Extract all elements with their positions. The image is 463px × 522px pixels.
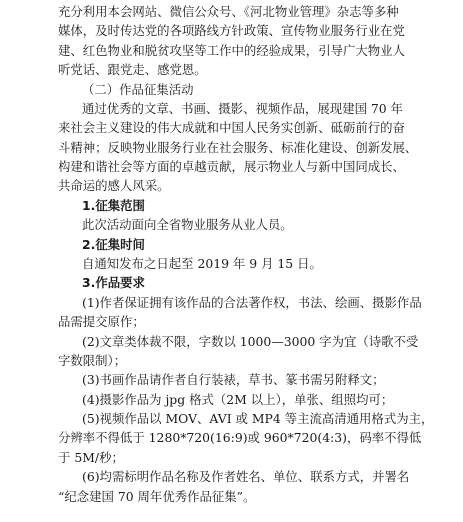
- requirement-line-3: (2)文章类体裁不限，字数以 1000—3000 字为宜（诗歌不受: [82, 333, 419, 349]
- paragraph-2-line-1: 通过优秀的文章、书画、摄影、视频作品，展现建国 70 年: [82, 100, 404, 116]
- requirement-line-7: (5)视频作品以 MOV、AVI 或 MP4 等主流高清通用格式为主，: [82, 411, 434, 427]
- paragraph-1-line-3: 建、红色物业和脱贫攻坚等工作中的经验成果，引导广大物业人: [58, 42, 405, 58]
- item-3-heading: 3.作品要求: [82, 275, 145, 291]
- paragraph-2-line-5: 共命运的感人风采。: [58, 178, 170, 194]
- requirement-line-2: 品需提交原作；: [58, 314, 145, 330]
- item-2-text: 自通知发布之日起至 2019 年 9 月 15 日。: [82, 256, 322, 271]
- requirement-line-6: (4)摄影作品为 jpg 格式（2M 以上），单张、组照均可；: [82, 391, 394, 407]
- paragraph-1-line-2: 媒体，及时传达党的各项路线方针政策、宣传物业服务行业在党: [58, 23, 405, 39]
- paragraph-1-line-4: 听党话、跟党走、感党恩。: [58, 62, 207, 78]
- requirement-line-5: (3)书画作品请作者自行装裱，草书、篆书需另附释文；: [82, 372, 385, 388]
- item-1-heading: 1.征集范围: [82, 197, 145, 213]
- requirement-line-10: (6)均需标明作品名称及作者姓名、单位、联系方式，并署名: [82, 469, 410, 485]
- requirement-line-1: (1)作者保证拥有该作品的合法著作权，书法、绘画、摄影作品: [82, 294, 422, 310]
- item-2-heading: 2.征集时间: [82, 236, 145, 252]
- paragraph-2-line-4: 构建和谐社会等方面的卓越贡献，展示物业人与新中国同成长、: [58, 159, 405, 175]
- section-2-heading: （二）作品征集活动: [82, 81, 194, 97]
- requirement-line-8: 分辨率不得低于 1280*720(16:9)或 960*720(4:3)，码率不得低: [58, 430, 422, 446]
- requirement-line-11: “纪念建国 70 周年优秀作品征集”。: [58, 488, 256, 504]
- item-1-text: 此次活动面向全省物业服务从业人员。: [82, 217, 293, 233]
- requirement-line-4: 字数限制）；: [58, 352, 127, 368]
- paragraph-1-line-1: 充分利用本会网站、微信公众号、《河北物业管理》杂志等多种: [58, 4, 399, 19]
- paragraph-2-line-2: 来社会主义建设的伟大成就和中国人民务实创新、砥砺前行的奋: [58, 120, 405, 136]
- requirement-line-9: 于 5M/秒；: [58, 449, 124, 465]
- paragraph-2-line-3: 斗精神；反映物业服务行业在社会服务、标准化建设、创新发展、: [58, 139, 418, 155]
